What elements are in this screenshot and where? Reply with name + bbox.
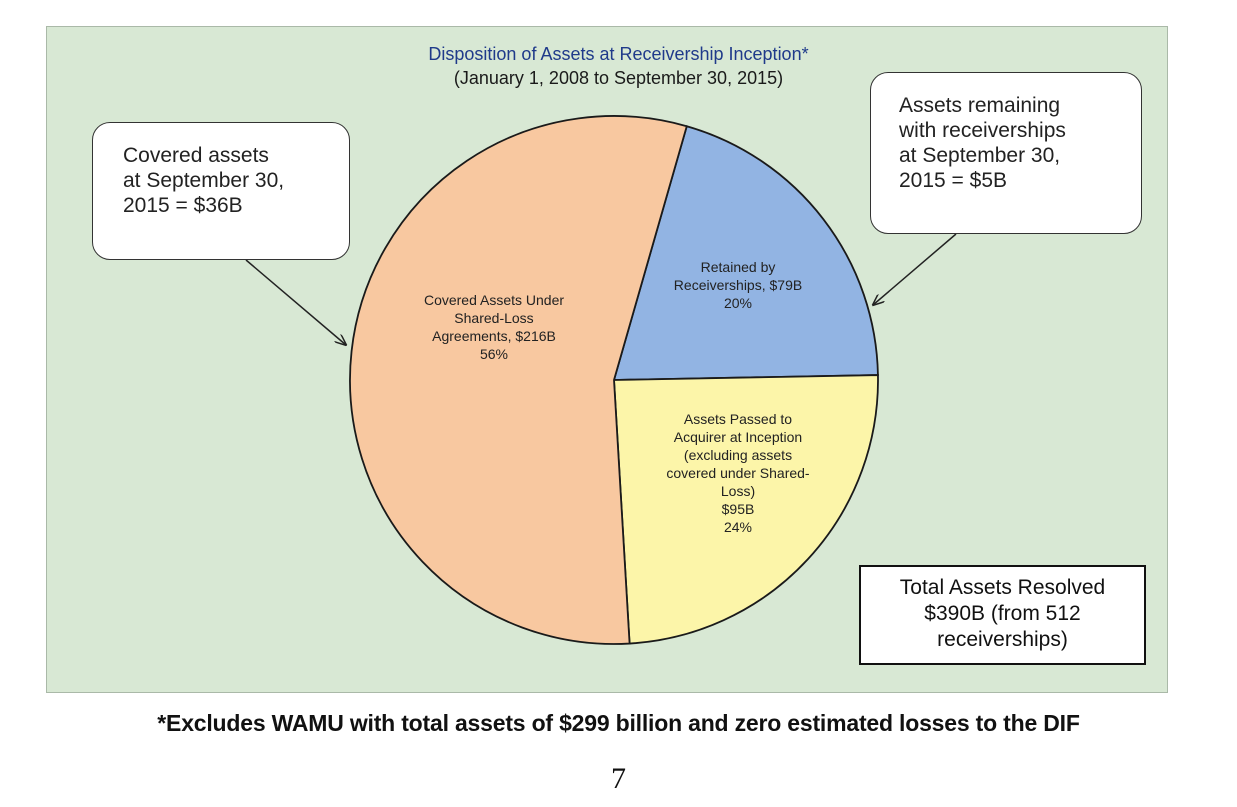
total-line: $390B (from 512 [924, 602, 1081, 625]
pie-slices [350, 116, 878, 644]
footnote: *Excludes WAMU with total assets of $299 billion and zero estimated losses to the DIF [157, 710, 1080, 736]
chart-title: Disposition of Assets at Receivership Inception* [428, 44, 809, 64]
assets-remaining-callout [870, 72, 1142, 234]
slice-label-line: Agreements, $216B [432, 328, 556, 344]
slice-label-line: covered under Shared- [666, 465, 810, 481]
slice-label-line: 56% [479, 346, 509, 362]
slice-label-line: Retained by [700, 259, 776, 275]
callout-line: Assets remaining [899, 94, 1061, 117]
chart-subtitle: (January 1, 2008 to September 30, 2015) [453, 68, 784, 88]
covered-assets-callout [92, 122, 350, 260]
total-assets-box [859, 565, 1146, 665]
slice-label-line: $95B [721, 501, 755, 517]
page-number: 7 [611, 762, 626, 795]
callout-line: Covered assets [123, 144, 269, 167]
callout-line: at September 30, [899, 144, 1061, 167]
callout-line: 2015 = $5B [899, 169, 1008, 192]
covered-callout-arrow [246, 260, 346, 345]
slice-label-line: 20% [723, 295, 753, 311]
total-line: receiverships) [937, 628, 1068, 651]
slice-label-line: Receiverships, $79B [673, 277, 803, 293]
callout-line: 2015 = $36B [123, 194, 243, 217]
callout-line: at September 30, [123, 169, 285, 192]
slice-label-line: 24% [723, 519, 753, 535]
slice-label-line: Covered Assets Under [423, 292, 565, 308]
slice-label-line: (excluding assets [683, 447, 793, 463]
slice-label-line: Loss) [720, 483, 756, 499]
remaining-callout-arrow [873, 234, 956, 305]
slice-label-line: Assets Passed to [683, 411, 793, 427]
slice-label-line: Acquirer at Inception [673, 429, 803, 445]
callout-line: with receiverships [899, 119, 1066, 142]
total-line: Total Assets Resolved [899, 576, 1106, 599]
slice-label-line: Shared-Loss [454, 310, 534, 326]
